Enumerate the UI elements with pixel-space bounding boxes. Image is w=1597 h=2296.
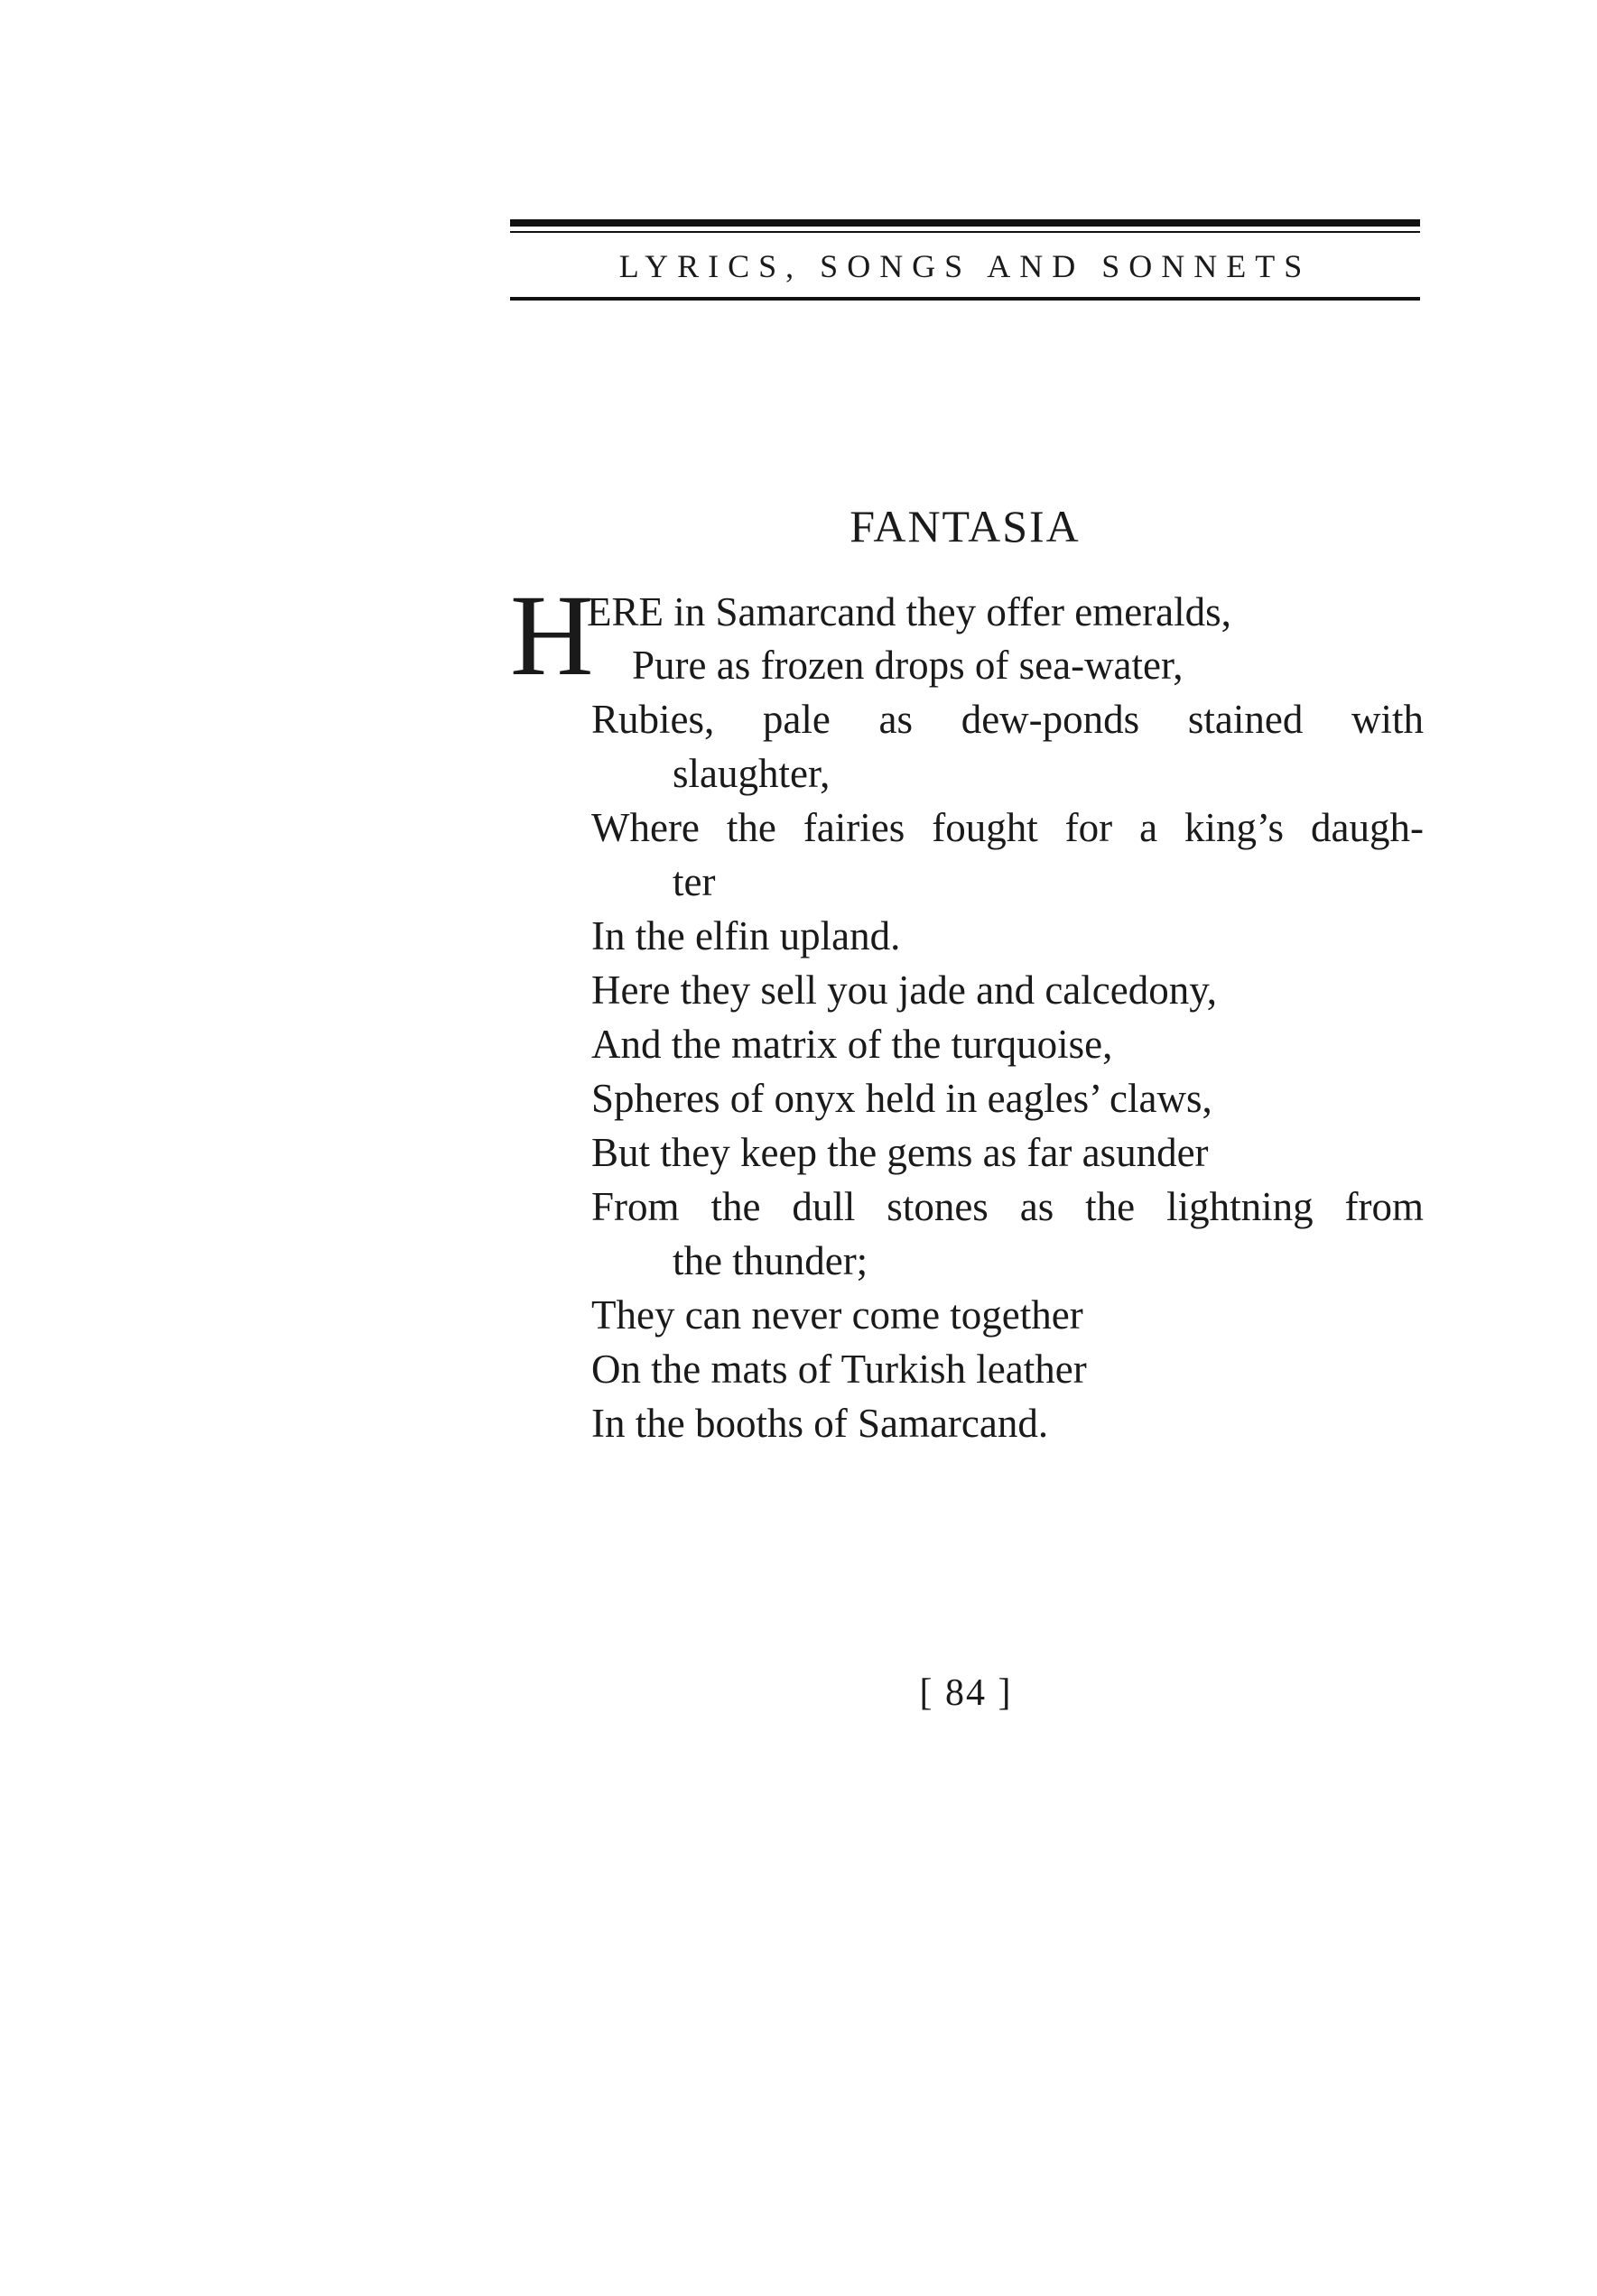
poem-line: the thunder; (673, 1238, 868, 1283)
poem-line: From the dull stones as the lightning from (591, 1184, 1424, 1229)
header-rule-bottom (510, 297, 1420, 301)
poem-line: On the mats of Turkish leather (591, 1347, 1087, 1392)
poem-line: In the elfin upland. (591, 913, 901, 958)
poem-line: Spheres of onyx held in eagles’ claws, (591, 1076, 1212, 1121)
poem-line: They can never come together (591, 1292, 1083, 1338)
poem-title: FANTASIA (850, 501, 1081, 551)
poem-line: ERE in Samarcand they offer emeralds, (587, 589, 1231, 634)
poem-line: But they keep the gems as far asunder (591, 1130, 1209, 1175)
poem-line: Here they sell you jade and calcedony, (591, 967, 1218, 1013)
poem-line: Where the fairies fought for a king’s daugh- (591, 805, 1424, 850)
poem-line: And the matrix of the turquoise, (591, 1022, 1113, 1067)
header-rule-top-thin (510, 231, 1420, 233)
header-rule-top-thick (510, 219, 1420, 227)
poem-line: ter (673, 859, 716, 904)
running-head: LYRICS, SONGS AND SONNETS (618, 248, 1312, 284)
page-number: [ 84 ] (919, 1672, 1013, 1714)
poem-line: In the booths of Samarcand. (591, 1401, 1049, 1446)
drop-cap: H (510, 571, 594, 699)
poem-line: Pure as frozen drops of sea-water, (632, 643, 1184, 688)
poem-line: Rubies, pale as dew-ponds stained with (591, 697, 1424, 742)
poem-line: slaughter, (673, 751, 831, 796)
